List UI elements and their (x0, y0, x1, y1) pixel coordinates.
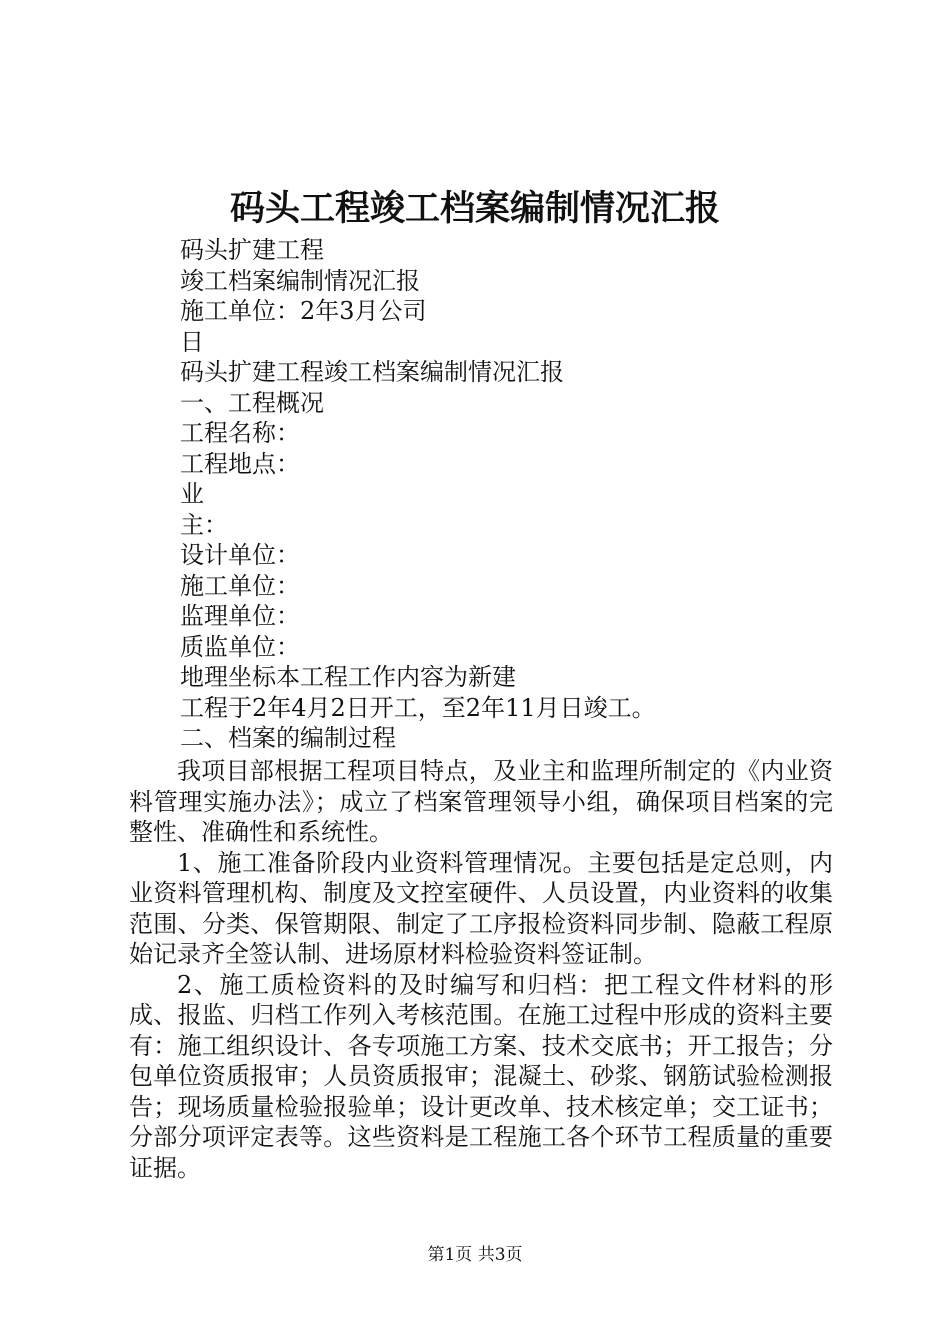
text-line: 业 (180, 480, 204, 508)
text-line: 码头扩建工程竣工档案编制情况汇报 (180, 358, 564, 386)
text-line: 工程名称： (180, 419, 300, 447)
text-line: 日 (180, 327, 204, 356)
text-line: 施工单位： (180, 571, 300, 600)
text-line: 施工单位：2年3月公司 (180, 297, 427, 325)
text-line: 码头扩建工程 (180, 236, 324, 264)
section-heading: 一、工程概况 (180, 388, 324, 417)
page-footer: 第1页 共3页 (427, 1245, 523, 1265)
text-line: 监理单位： (180, 602, 300, 630)
paragraph: 2、施工质检资料的及时编写和归档：把工程文件材料的形成、报监、归档工作列入考核范围。在施工过程中形成的资料主要有：施工组织设计、各专项施工方案、技术交底书；开工报告；分包单位资质报审；人员资质报审；混凝土、砂浆、钢筋试验检测报告；现场质量检验报验单；设计更改单、技术核定单；交工证书；分部分项评定表等。这些资料是工程施工各个环节工程质量的重要证据。 (129, 970, 833, 1182)
paragraph: 我项目部根据工程项目特点，及业主和监理所制定的《内业资料管理实施办法》；成立了档案管理领导小组，确保项目档案的完整性、准确性和系统性。 (129, 757, 833, 846)
text-line: 设计单位： (180, 541, 300, 569)
text-line: 质监单位： (180, 632, 300, 661)
text-line: 工程地点： (180, 449, 300, 478)
document-body (129, 756, 833, 1183)
text-line: 竣工档案编制情况汇报 (180, 266, 420, 295)
text-line: 地理坐标本工程工作内容为新建 (180, 663, 516, 691)
text-line: 工程于2年4月2日开工，至2年11月日竣工。 (180, 693, 656, 722)
text-line: 主： (180, 510, 228, 539)
paragraph: 1、施工准备阶段内业资料管理情况。主要包括是定总则，内业资料管理机构、制度及文控室硬件、人员设置，内业资料的收集范围、分类、保管期限、制定了工序报检资料同步制、隐蔽工程原始记录齐全签认制、进场原材料检验资料签证制。 (129, 848, 833, 968)
document-header-lines (180, 235, 840, 754)
section-heading: 二、档案的编制过程 (180, 724, 396, 752)
document-title: 码头工程竣工档案编制情况汇报 (229, 188, 720, 229)
